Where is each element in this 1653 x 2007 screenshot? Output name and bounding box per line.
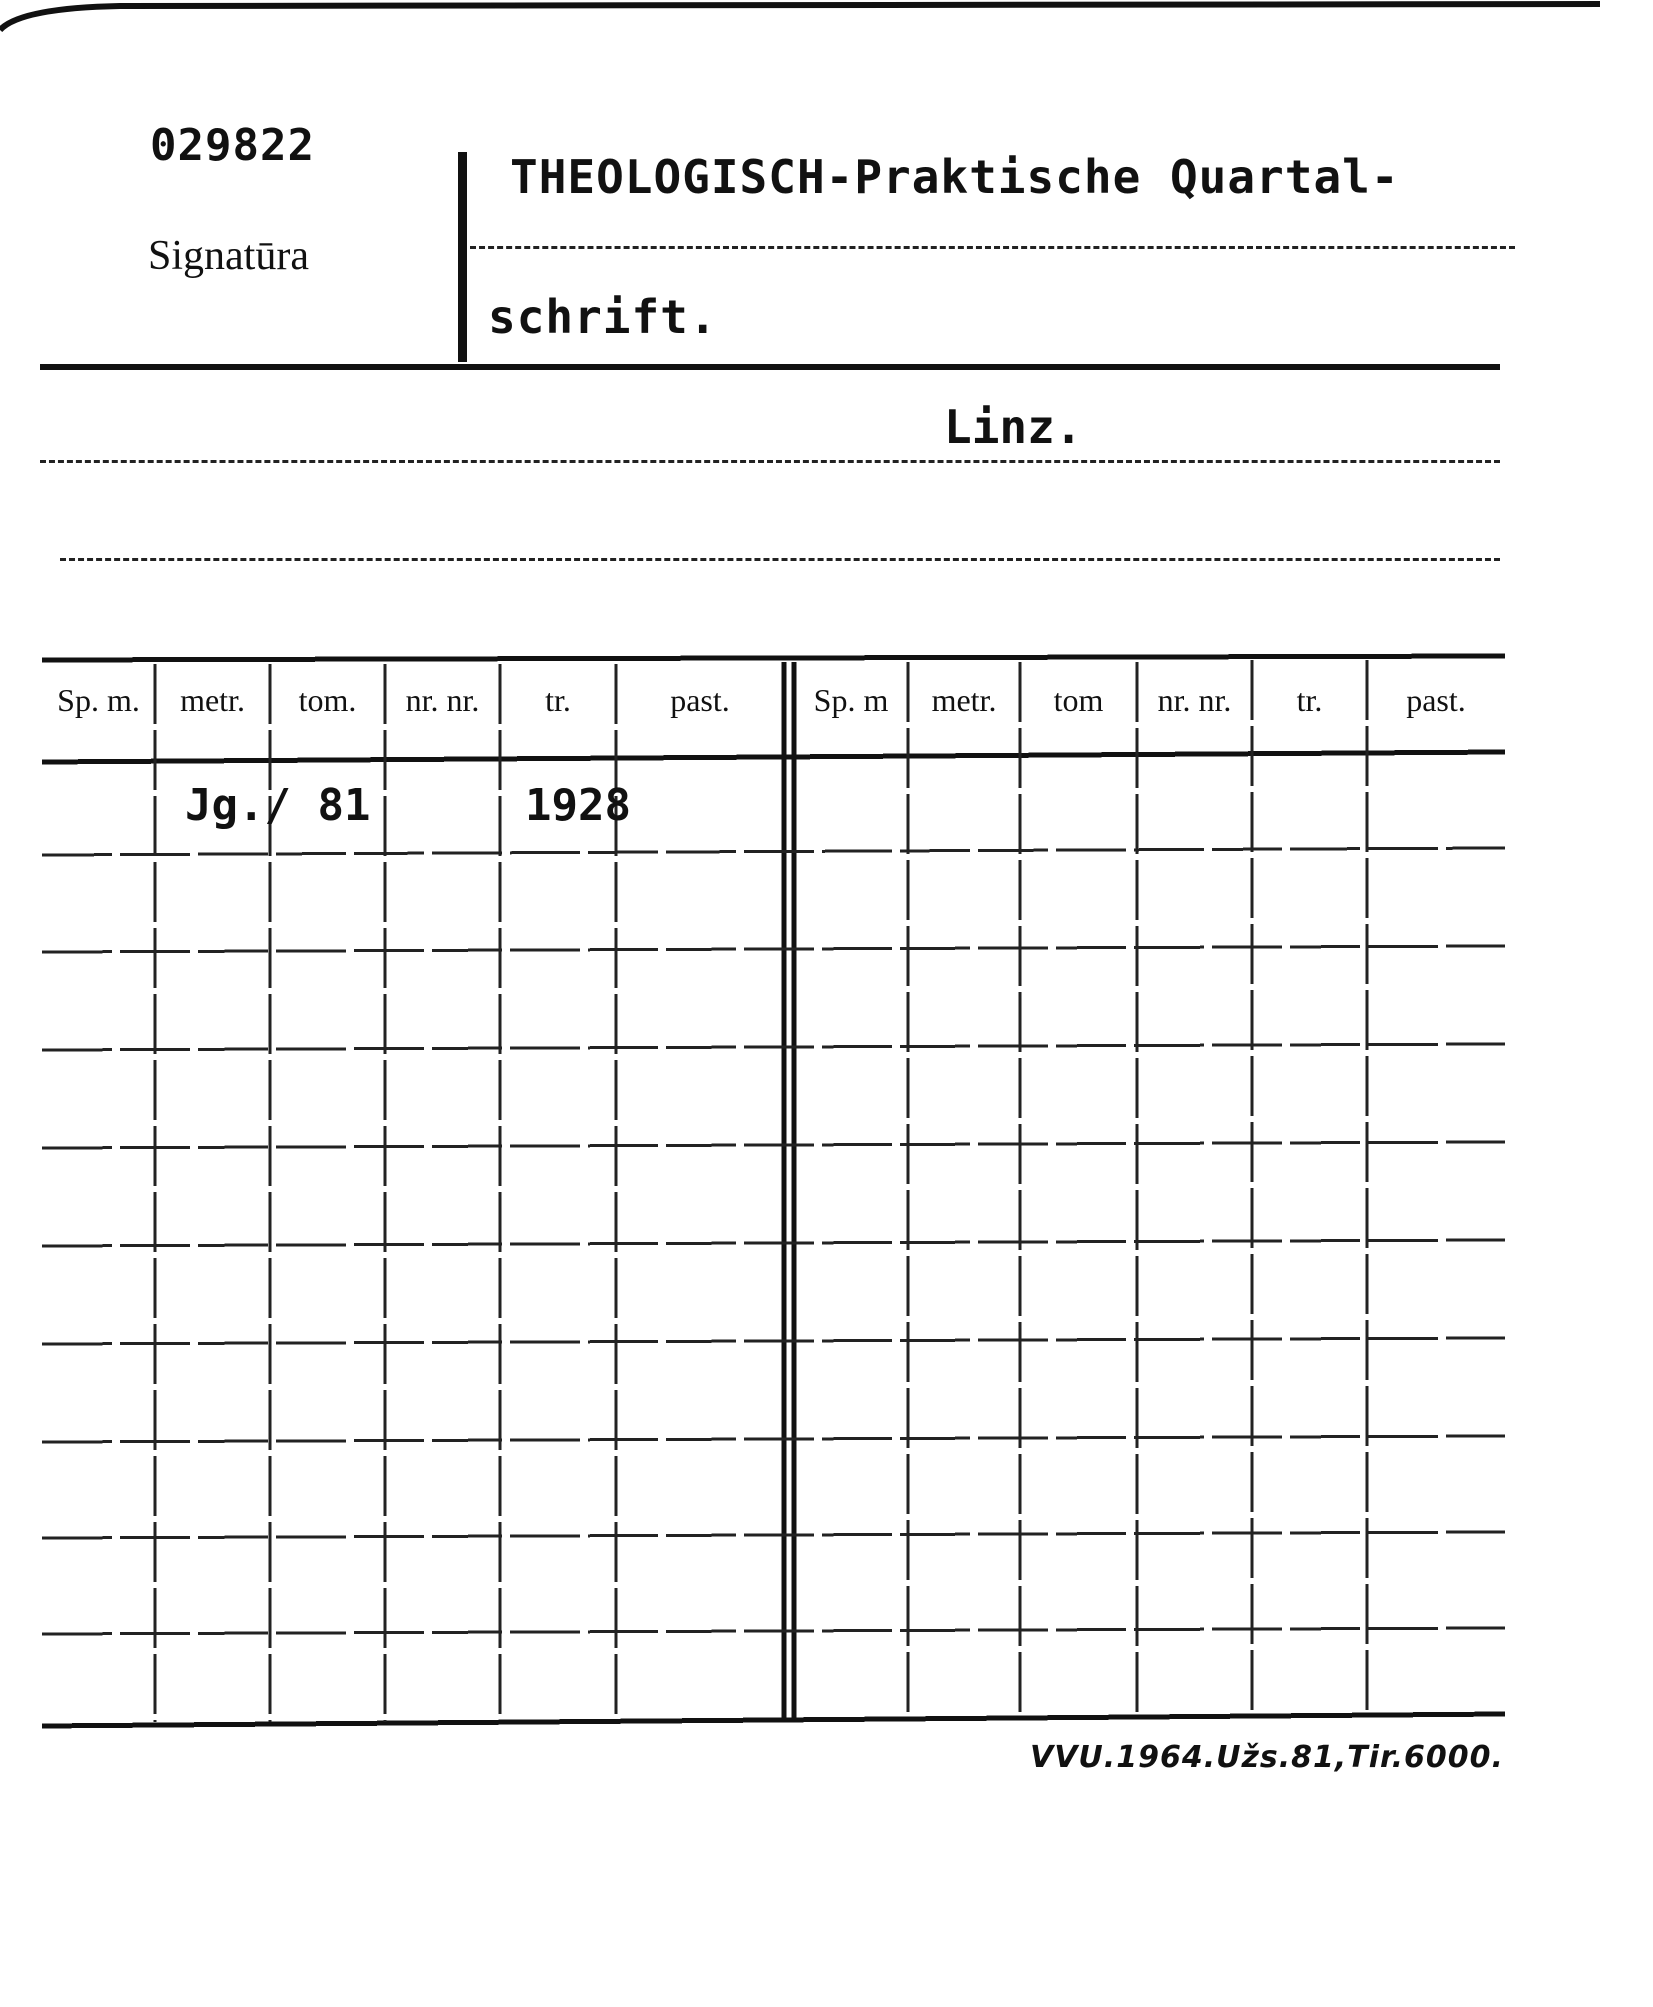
col-header-sp-m: Sp. m. <box>57 682 140 718</box>
col-header-metr: metr. <box>180 682 245 718</box>
col-header-tr-2: tr. <box>1296 682 1323 718</box>
col-header-sp-m-2: Sp. m <box>813 682 889 718</box>
col-header-tom-2: tom <box>1053 682 1104 718</box>
col-header-nr-nr-2: nr. nr. <box>1157 682 1232 718</box>
call-number: 029822 <box>150 120 315 171</box>
col-header-tom: tom. <box>298 682 357 718</box>
call-number-label: Signatūra <box>148 233 309 279</box>
holding-volume: Jg./ 81 <box>185 780 371 831</box>
title-line-2: schrift. <box>488 290 718 344</box>
printer-imprint: VVU.1964.Užs.81,Tir.6000. <box>1030 1740 1504 1775</box>
col-header-past: past. <box>670 682 730 718</box>
col-header-metr-2: metr. <box>931 682 997 718</box>
title-line-1: THEOLOGISCH-Praktische Quartal- <box>510 150 1400 204</box>
col-header-nr-nr: nr. nr. <box>405 682 480 718</box>
place-of-publication: Linz. <box>944 400 1083 454</box>
col-header-past-2: past. <box>1406 682 1466 718</box>
holding-year: 1928 <box>525 780 631 831</box>
col-header-tr: tr. <box>545 682 571 718</box>
